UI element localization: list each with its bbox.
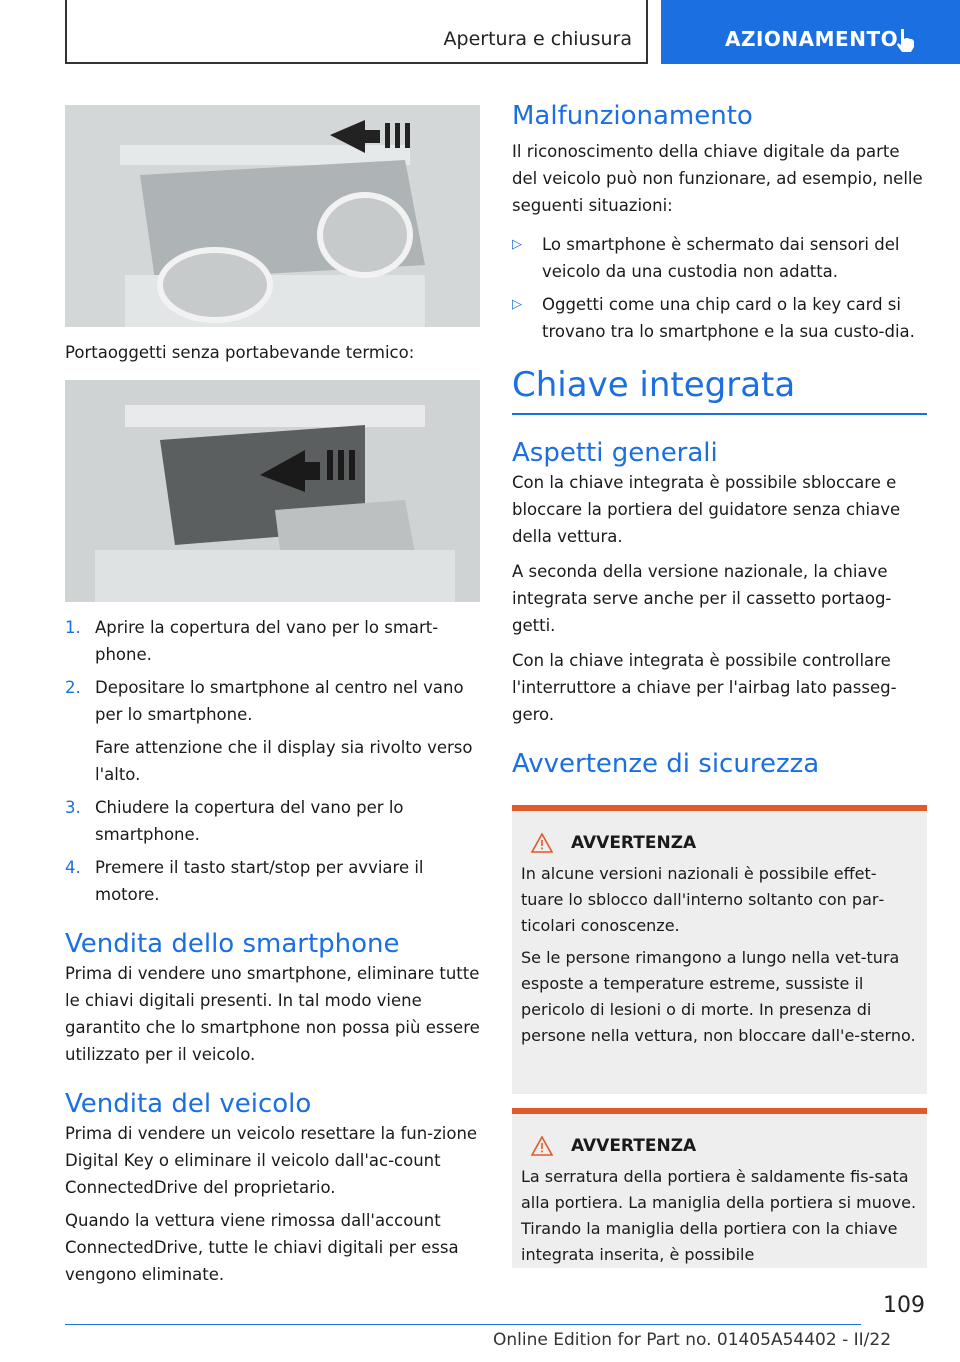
warning-paragraph: In alcune versioni nazionali è possibile effet‐tuare lo sblocco dall'interno soltanto con par‐ticolari conoscenze. bbox=[521, 864, 885, 935]
photo-smartphone-tray-thermal bbox=[65, 105, 480, 327]
paragraph: A seconda della versione nazionale, la chiave integrata serve anche per il cassetto portaog‐getti. bbox=[512, 562, 892, 635]
photo-caption: Portaoggetti senza portabevande termico: bbox=[65, 343, 415, 362]
bullet-triangle-icon: ▷ bbox=[512, 297, 522, 312]
section-title: Apertura e chiusura bbox=[443, 28, 632, 50]
paragraph: Prima di vendere uno smartphone, eliminare tutte le chiavi digitali presenti. In tal modo viene garantito che lo smartphone non possa più essere utilizzato per il veicolo. bbox=[65, 964, 480, 1064]
step-text: Aprire la copertura del vano per lo smart‐phone. bbox=[95, 618, 439, 664]
list-item bbox=[65, 794, 480, 848]
paragraph: Prima di vendere un veicolo resettare la fun‐zione Digital Key o eliminare il veicolo dall'ac‐count ConnectedDrive del proprietario. bbox=[65, 1124, 478, 1197]
warning-title bbox=[521, 1136, 918, 1156]
step-number: 1. bbox=[65, 618, 81, 637]
right-column bbox=[512, 100, 927, 780]
warning-box bbox=[512, 805, 927, 1094]
page-number: 109 bbox=[883, 1293, 925, 1318]
section-heading: Malfunzionamento bbox=[512, 101, 753, 131]
chapter-heading: Chiave integrata bbox=[512, 365, 927, 415]
warning-triangle-icon bbox=[531, 833, 553, 853]
warning-box bbox=[512, 1108, 927, 1268]
step-text: Chiudere la copertura del vano per lo smartphone. bbox=[95, 798, 404, 844]
step-number: 3. bbox=[65, 798, 81, 817]
paragraph: Il riconoscimento della chiave digitale da parte del veicolo può non funzionare, ad esempio, nelle seguenti situazioni: bbox=[512, 142, 923, 215]
step-number: 4. bbox=[65, 858, 81, 877]
list-item bbox=[512, 291, 927, 345]
hand-pointer-icon bbox=[894, 27, 916, 53]
warning-label: AVVERTENZA bbox=[571, 1136, 697, 1156]
photo-smartphone-tray bbox=[65, 380, 480, 602]
bullet-triangle-icon: ▷ bbox=[512, 237, 522, 252]
paragraph: Con la chiave integrata è possibile sbloccare e bloccare la portiera del guidatore senza chiave della vettura. bbox=[512, 473, 901, 546]
step-note: Fare attenzione che il display sia rivolto verso l'alto. bbox=[95, 738, 473, 784]
list-item bbox=[65, 674, 480, 728]
header-section-tab bbox=[65, 0, 648, 64]
section-heading: Aspetti generali bbox=[512, 438, 718, 468]
section-heading: Vendita del veicolo bbox=[65, 1089, 312, 1119]
step-text: Depositare lo smartphone al centro nel vano per lo smartphone. bbox=[95, 678, 464, 724]
warning-label: AVVERTENZA bbox=[571, 833, 697, 853]
chapter-title: AZIONAMENTO bbox=[725, 27, 899, 51]
section-heading: Vendita dello smartphone bbox=[65, 929, 400, 959]
footer-edition: Online Edition for Part no. 01405A54402 - II/22 bbox=[493, 1330, 892, 1350]
paragraph: Quando la vettura viene rimossa dall'account ConnectedDrive, tutte le chiavi digitali per essa vengono eliminate. bbox=[65, 1211, 459, 1284]
bullet-text: Oggetti come una chip card o la key card si trovano tra lo smartphone e la sua custo‐dia. bbox=[542, 295, 915, 341]
bullet-text: Lo smartphone è schermato dai sensori del veicolo da una custodia non adatta. bbox=[542, 235, 900, 281]
footer-divider bbox=[65, 1324, 861, 1325]
paragraph: Con la chiave integrata è possibile controllare l'interruttore a chiave per l'airbag lato passeg‐gero. bbox=[512, 651, 897, 724]
warning-title bbox=[521, 833, 918, 853]
section-heading: Avvertenze di sicurezza bbox=[512, 749, 820, 779]
assembly-steps bbox=[65, 614, 480, 1288]
header-chapter-tab bbox=[661, 0, 960, 64]
list-item bbox=[65, 614, 480, 668]
warning-paragraph: La serratura della portiera è saldamente fis‐sata alla portiera. La maniglia della portiera si muove. Tirando la maniglia della portiera con la chiave integrata inserita, è possibile bbox=[521, 1167, 917, 1264]
step-text: Premere il tasto start/stop per avviare il motore. bbox=[95, 858, 424, 904]
warning-triangle-icon bbox=[531, 1136, 553, 1156]
warning-paragraph: Se le persone rimangono a lungo nella vet‐tura esposte a temperature estreme, sussiste il pericolo di lesioni o di morte. In presenza di persone nella vettura, non bloccare dall'e‐sterno. bbox=[521, 948, 916, 1045]
list-item bbox=[65, 854, 480, 908]
list-item bbox=[512, 231, 927, 285]
step-number: 2. bbox=[65, 678, 81, 697]
